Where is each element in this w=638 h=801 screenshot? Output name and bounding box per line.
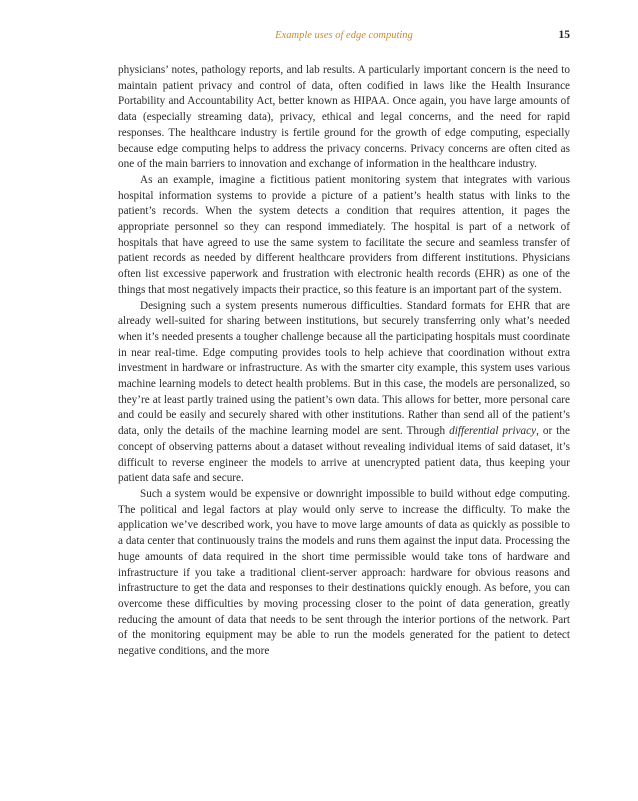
running-header <box>118 30 570 46</box>
paragraph-expensive-system: Such a system would be expensive or downright impossible to build without edge computing. The political and legal factors at play would only serve to increase the difficulty. To make the application we’ve described work, you have to move large amounts of data as quickly as possible to a data center that continuously trains the models and runs them against the input data. Processing the huge amounts of data required in the short time permissible would take tons of hardware and infrastructure if you take a traditional client-server approach: hardware for obvious reasons and infrastructure to get the data and responses to their destinations quickly enough. As before, you can overcome these difficulties by moving processing closer to the point of data generation, greatly reducing the amount of data that needs to be sent through the interior portions of the network. Part of the monitoring equipment may be able to run the models generated for the patient to detect negative conditions, and the more <box>118 487 570 658</box>
paragraph-designing-system <box>118 299 570 487</box>
page-number: 15 <box>558 29 570 41</box>
body-text <box>118 63 570 660</box>
running-title: Example uses of edge computing <box>275 30 413 41</box>
paragraph-patient-monitoring: As an example, imagine a fictitious patient monitoring system that integrates with various hospital information systems to provide a picture of a patient’s health status with links to the patient’s records. When the system detects a condition that requires attention, it pages the appropriate personnel so they can respond immediately. The hospital is part of a network of hospitals that have agreed to use the same system to facilitate the secure and seamless transfer of patient records as needed by different healthcare providers from different institutions. Physicians often list excessive paperwork and frustration with electronic health records (EHR) as one of the things that most negatively impacts their practice, so this feature is an important part of the system. <box>118 173 570 296</box>
paragraph-designing-text-before: Designing such a system presents numerous difficulties. Standard formats for EHR that are already well-suited for sharing between institutions, but securely transferring only what’s needed when it’s needed presents a tougher challenge because all the participating hospitals must coordinate in near real-time. Edge computing provides tools to help achieve that coordination without extra investment in hardware or infrastructure. As with the smarter city example, this system uses various machine learning models to detect health problems. But in this case, the models are personalized, so they’re at least partly trained using the patient’s own data. This allows for better, more personal care and could be easily and securely shared with other institutions. Rather than send all of the patient’s data, only the details of the machine learning model are sent. Through <box>118 299 570 438</box>
paragraph-hipaa: physicians’ notes, pathology reports, and lab results. A particularly important concern is the need to maintain patient privacy and control of data, often codified in laws like the Health Insurance Portability and Accountability Act, better known as HIPAA. Once again, you have large amounts of data (especially streaming data), privacy, ethical and legal concerns, and the need for rapid responses. The healthcare industry is fertile ground for the growth of edge computing, especially because edge computing helps to address the privacy concerns. Privacy concerns are often cited as one of the main barriers to innovation and exchange of information in the healthcare industry. <box>118 64 570 171</box>
differential-privacy-term: differential privacy <box>449 425 537 438</box>
paragraph-designing-text-after: , or the concept of observing patterns about a dataset without revealing individual items of said dataset, it’s difficult to reverse engineer the models to arrive at unencrypted patient data, thus keeping your patient data safe and secure. <box>118 425 570 485</box>
